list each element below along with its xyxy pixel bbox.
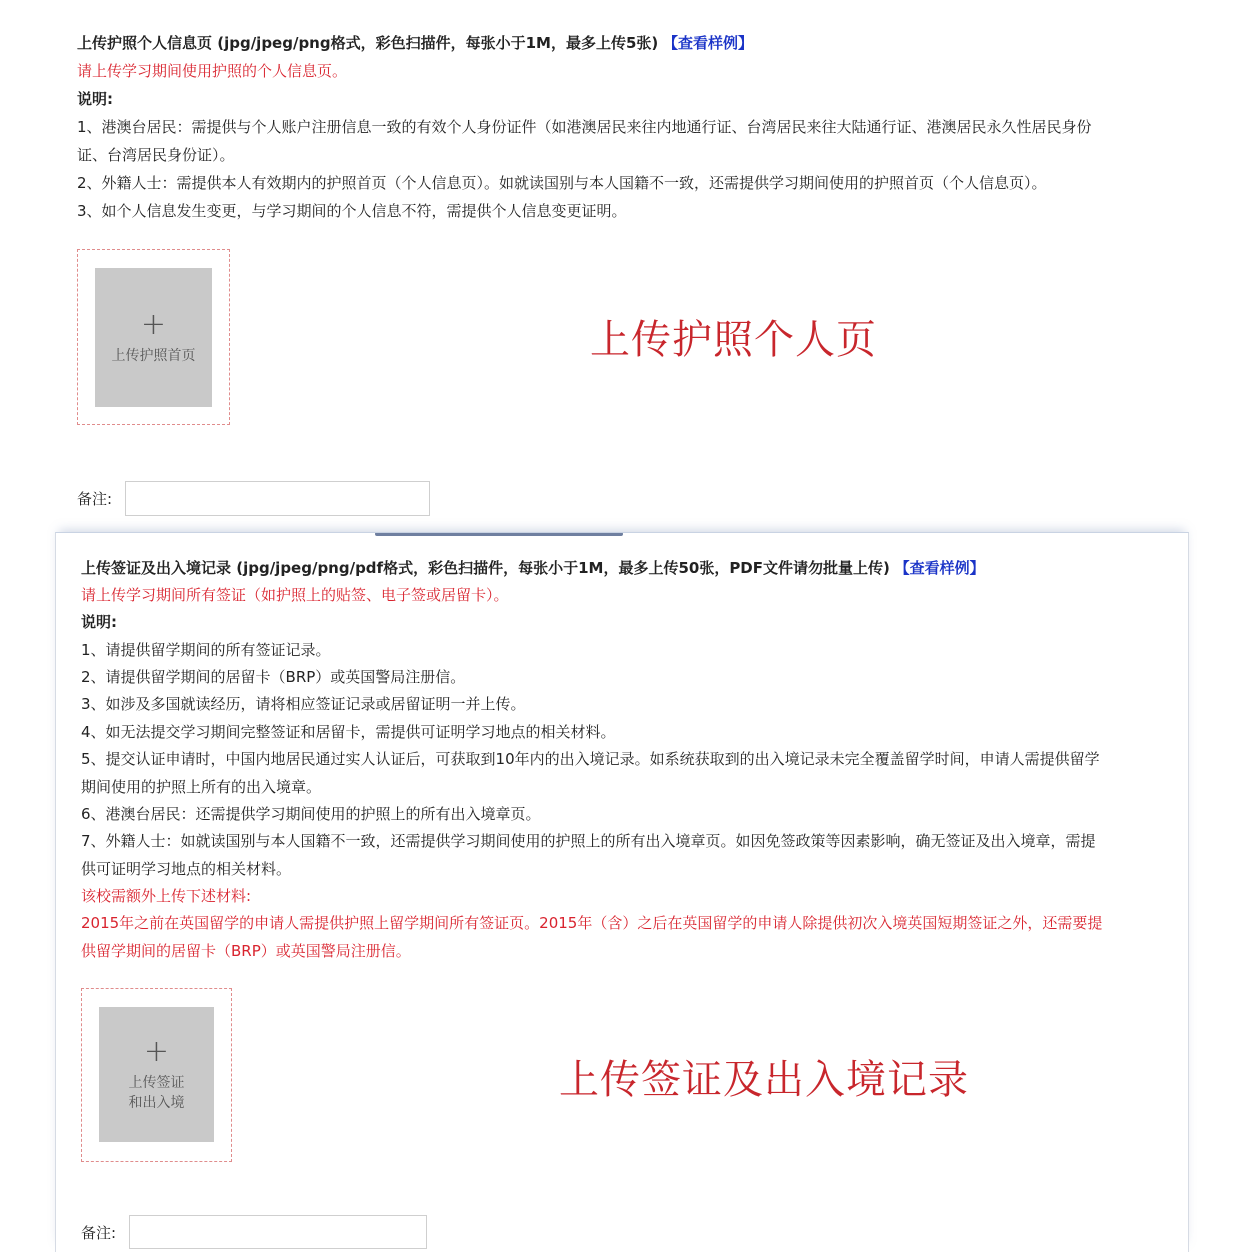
visa-upload-dropzone[interactable] [81, 988, 232, 1162]
visa-view-sample-link[interactable]: 【查看样例】 [894, 559, 985, 577]
passport-upload-button[interactable] [95, 268, 212, 407]
visa-note-6: 6、港澳台居民：还需提供学习期间使用的护照上的所有出入境章页。 [81, 805, 541, 823]
visa-note-1: 1、请提供留学期间的所有签证记录。 [81, 641, 331, 659]
passport-note-1-cont: 证、台湾居民身份证）。 [77, 146, 235, 164]
passport-note-1: 1、港澳台居民：需提供与个人账户注册信息一致的有效个人身份证件（如港澳居民来往内地通行证、台湾居民来往大陆通行证、港澳居民永久性居民身份 [77, 118, 1092, 136]
visa-annotation: 上传签证及出入境记录 [559, 1057, 969, 1103]
passport-section-title: 上传护照个人信息页 (jpg/jpeg/png格式，彩色扫描件，每张小于1M，最多上传5张) [77, 34, 659, 52]
visa-note-3: 3、如涉及多国就读经历，请将相应签证记录或居留证明一并上传。 [81, 695, 526, 713]
passport-upload-section [0, 0, 1242, 520]
visa-remark-input[interactable] [129, 1215, 427, 1249]
passport-remark-input[interactable] [125, 481, 430, 516]
visa-section-title-row [81, 555, 985, 582]
visa-red-note: 请上传学习期间所有签证（如护照上的贴签、电子签或居留卡）。 [81, 586, 509, 604]
passport-upload-dropzone[interactable] [77, 249, 230, 425]
visa-upload-section [55, 532, 1189, 1252]
plus-icon: + [140, 306, 167, 342]
passport-annotation: 上传护照个人页 [590, 317, 877, 363]
passport-note-2: 2、外籍人士：需提供本人有效期内的护照首页（个人信息页）。如就读国别与本人国籍不一致，还需提供学习期间使用的护照首页（个人信息页）。 [77, 174, 1047, 192]
visa-extra-line-1: 2015年之前在英国留学的申请人需提供护照上留学期间所有签证页。2015年（含）之后在英国留学的申请人除提供初次入境英国短期签证之外，还需要提 [81, 914, 1103, 932]
visa-extra-line-2: 供留学期间的居留卡（BRP）或英国警局注册信。 [81, 942, 411, 960]
visa-upload-button[interactable] [99, 1007, 214, 1142]
visa-upload-label [129, 1073, 185, 1113]
visa-section-title: 上传签证及出入境记录 (jpg/jpeg/png/pdf格式，彩色扫描件，每张小于1M，最多上传50张，PDF文件请勿批量上传) [81, 559, 890, 577]
passport-note-3: 3、如个人信息发生变更，与学习期间的个人信息不符，需提供个人信息变更证明。 [77, 202, 627, 220]
visa-note-7: 7、外籍人士：如就读国别与本人国籍不一致，还需提供学习期间使用的护照上的所有出入境章页。如因免签政策等因素影响，确无签证及出入境章，需提 [81, 832, 1096, 850]
passport-explain-label: 说明: [77, 90, 113, 108]
visa-note-4: 4、如无法提交学习期间完整签证和居留卡，需提供可证明学习地点的相关材料。 [81, 723, 616, 741]
passport-red-note: 请上传学习期间使用护照的个人信息页。 [77, 62, 348, 80]
visa-remark-label: 备注: [81, 1224, 117, 1242]
visa-note-5: 5、提交认证申请时，中国内地居民通过实人认证后，可获取到10年内的出入境记录。如系统获取到的出入境记录未完全覆盖留学时间，申请人需提供留学 [81, 750, 1100, 768]
plus-icon: + [143, 1033, 170, 1069]
visa-note-2: 2、请提供留学期间的居留卡（BRP）或英国警局注册信。 [81, 668, 466, 686]
passport-remark-label: 备注: [77, 490, 113, 508]
passport-section-title-row [77, 30, 753, 57]
passport-view-sample-link[interactable]: 【查看样例】 [663, 34, 754, 52]
passport-upload-label: 上传护照首页 [111, 347, 196, 364]
visa-explain-label: 说明: [81, 613, 117, 631]
visa-note-5-cont: 期间使用的护照上所有的出入境章。 [81, 778, 322, 796]
visa-upload-label-line-2: 和出入境 [128, 1094, 185, 1111]
visa-upload-label-line-1: 上传签证 [128, 1074, 185, 1091]
visa-note-7-cont: 供可证明学习地点的相关材料。 [81, 860, 292, 878]
visa-extra-label: 该校需额外上传下述材料: [81, 887, 252, 905]
